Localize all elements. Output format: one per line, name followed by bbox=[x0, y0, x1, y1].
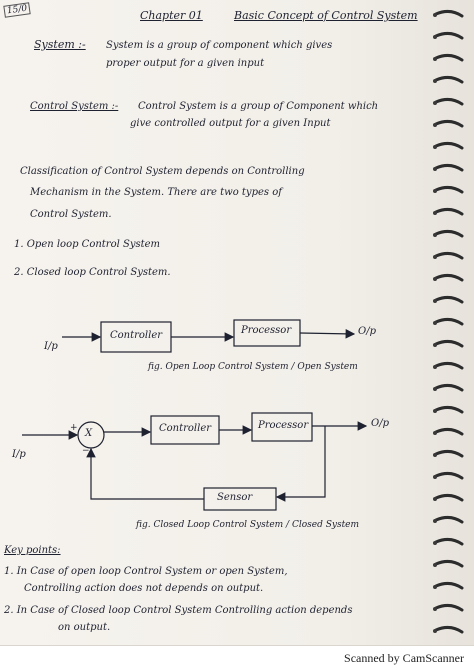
page-title: Basic Concept of Control System bbox=[234, 9, 418, 22]
key-point-2-line-1: 2. In Case of Closed loop Control System Controlling action depends bbox=[4, 605, 353, 616]
feedback-path-in bbox=[91, 449, 204, 499]
open-loop-output-arrow bbox=[300, 333, 354, 334]
feedback-path-out bbox=[277, 426, 325, 497]
summing-junction-symbol: X bbox=[85, 428, 93, 439]
classification-line-1: Classification of Control System depends on Controlling bbox=[20, 166, 305, 177]
summing-minus-sign: − bbox=[82, 446, 90, 456]
control-system-term: Control System :- bbox=[30, 101, 119, 112]
system-definition-line-1: System is a group of component which gives bbox=[106, 40, 333, 51]
closed-loop-controller-label: Controller bbox=[159, 423, 212, 434]
classification-line-3: Control System. bbox=[30, 209, 112, 220]
open-loop-controller-label: Controller bbox=[110, 330, 163, 341]
closed-loop-output-label: O/p bbox=[371, 418, 389, 429]
open-loop-processor-label: Processor bbox=[241, 325, 292, 336]
control-system-definition-line-2: give controlled output for a given Input bbox=[130, 118, 331, 129]
summing-plus-sign: + bbox=[70, 423, 78, 433]
scanner-footer bbox=[0, 645, 474, 670]
closed-loop-input-label: I/p bbox=[12, 449, 26, 460]
system-definition-line-2: proper output for a given input bbox=[106, 58, 265, 69]
closed-loop-caption: fig. Closed Loop Control System / Closed System bbox=[136, 520, 360, 530]
key-point-1-line-1: 1. In Case of open loop Control System or open System, bbox=[4, 566, 288, 577]
closed-loop-processor-label: Processor bbox=[258, 420, 309, 431]
sensor-label: Sensor bbox=[217, 492, 253, 503]
classification-line-2: Mechanism in the System. There are two types of bbox=[30, 187, 282, 198]
key-point-1-line-2: Controlling action does not depends on output. bbox=[24, 583, 264, 594]
open-loop-output-label: O/p bbox=[358, 326, 376, 337]
key-point-2-line-2: on output. bbox=[58, 622, 111, 633]
type-open-loop: 1. Open loop Control System bbox=[14, 239, 161, 250]
type-closed-loop: 2. Closed loop Control System. bbox=[14, 267, 171, 278]
open-loop-input-label: I/p bbox=[44, 341, 58, 352]
key-points-heading: Key points: bbox=[4, 545, 61, 556]
chapter-label: Chapter 01 bbox=[140, 9, 203, 22]
control-system-definition-line-1: Control System is a group of Component which bbox=[138, 101, 379, 112]
corner-date: 15/0 bbox=[3, 2, 31, 18]
system-term: System :- bbox=[34, 38, 86, 51]
open-loop-caption: fig. Open Loop Control System / Open System bbox=[148, 362, 358, 372]
scanner-watermark: Scanned by CamScanner bbox=[344, 651, 464, 665]
